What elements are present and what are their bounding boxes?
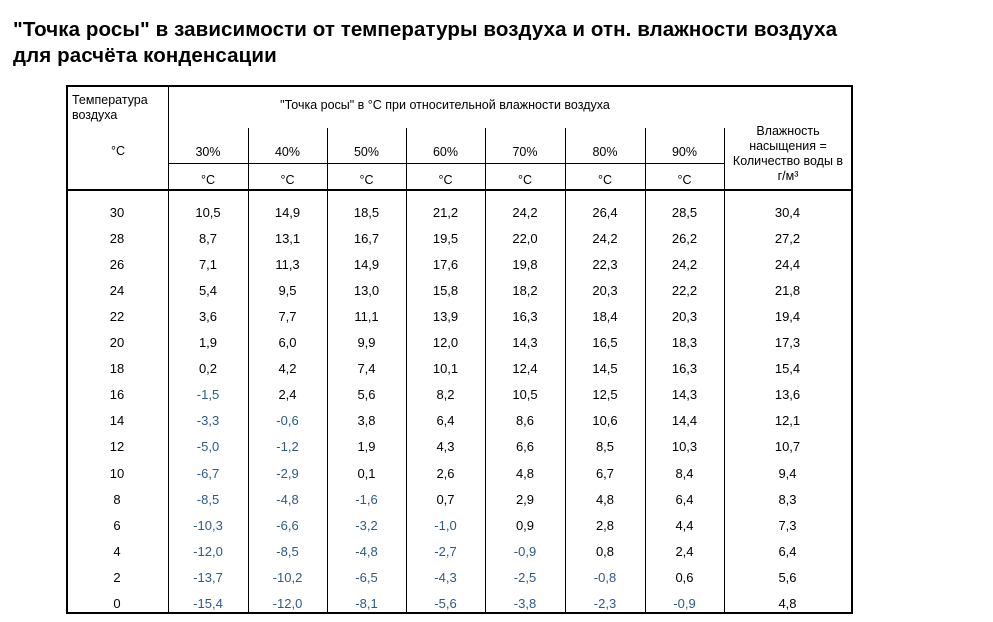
dew-point-value: 8,2 [436,387,455,402]
dew-point-value: 26,4 [592,205,618,220]
row-temp: 2 [113,570,121,585]
dew-point-value: 16,3 [671,361,698,376]
dew-point-value: 24,2 [512,205,538,220]
dew-point-value: 14,9 [274,205,301,220]
dew-point-value: 7,4 [357,361,376,376]
saturation-value: 8,3 [778,492,797,507]
dew-point-value: -8,1 [355,596,378,611]
dew-point-value: 0,7 [436,492,455,507]
temp-label: Температура воздуха [72,93,148,122]
dew-point-value: -3,3 [196,413,220,428]
dew-point-value: 21,2 [432,205,459,220]
dew-point-value: -12,0 [272,596,303,611]
dew-caption: "Точка росы" в °C при относительной влажности воздуха [280,98,610,112]
dew-point-value: 1,9 [198,335,218,350]
dew-point-value: 18,5 [353,205,380,220]
dew-point-value: 19,8 [512,257,538,272]
row-temp: 28 [109,231,125,246]
dew-point-value: -1,0 [434,518,457,533]
page-title [13,17,988,69]
humidity-level: 30% [195,145,221,159]
saturation-value: 9,4 [778,466,797,481]
dew-point-value: 6,7 [595,466,615,481]
dew-unit: °C [200,173,216,187]
header-separator [66,189,851,191]
dew-point-value: 10,5 [195,205,221,220]
row-temp: 24 [109,283,125,298]
title-line-2: для расчёта конденсации [13,44,277,67]
dew-point-value: -0,8 [593,570,617,585]
dew-point-value: -2,9 [276,466,299,481]
dew-point-value: 8,7 [198,231,218,246]
dew-point-value: -4,8 [276,492,299,507]
dew-point-value: -2,7 [434,544,457,559]
dew-point-value: -6,6 [276,518,299,533]
dew-point-value: 19,5 [432,231,459,246]
dew-point-value: 24,2 [592,231,618,246]
dew-point-value: 10,1 [432,361,459,376]
dew-point-value: -2,5 [513,570,537,585]
humidity-level: 80% [592,145,618,159]
dew-point-value: -5,6 [434,596,457,611]
saturation-value: 30,4 [774,205,801,220]
dew-point-value: 2,6 [436,466,455,481]
dew-point-value: -1,6 [355,492,378,507]
row-temp: 12 [109,439,125,454]
row-temp: 30 [109,205,125,220]
dew-point-value: -3,2 [355,518,378,533]
dew-point-value: 6,6 [515,439,535,454]
dew-unit: °C [677,173,692,187]
dew-point-value: 0,1 [357,466,376,481]
dew-point-value: -6,7 [196,466,220,481]
dew-point-value: 2,9 [515,492,535,507]
dew-point-value: 11,3 [275,257,300,272]
dew-point-value: -5,0 [196,439,220,454]
dew-point-value: 14,4 [671,413,698,428]
dew-point-value: 6,0 [278,335,297,350]
dew-point-value: 0,2 [198,361,218,376]
row-temp: 18 [109,361,125,376]
dew-point-value: 22,3 [592,257,618,272]
dew-point-value: 0,6 [675,570,694,585]
dew-point-value: 14,9 [353,257,380,272]
dew-point-value: 2,8 [595,518,615,533]
row-temp: 8 [113,492,121,507]
saturation-value: 24,4 [774,257,801,272]
saturation-label: Влажность насыщения = Количество воды в г/м³ [732,124,844,183]
row-temp: 20 [109,335,125,350]
dew-point-value: -10,2 [272,570,303,585]
saturation-value: 7,3 [778,518,797,533]
dew-point-value: -10,3 [193,518,223,533]
humidity-level: 70% [512,145,538,159]
dew-point-value: -3,8 [513,596,537,611]
dew-point-value: 2,4 [278,387,297,402]
row-temp: 22 [109,309,125,324]
saturation-value: 21,8 [774,283,801,298]
dew-point-value: 3,6 [198,309,218,324]
dew-point-value: -1,2 [276,439,299,454]
dew-point-value: 4,8 [595,492,615,507]
humidity-level: 40% [274,145,301,159]
humidity-level: 90% [671,145,698,159]
dew-point-value: 13,1 [274,231,301,246]
dew-point-value: 18,4 [592,309,618,324]
dew-point-value: 20,3 [671,309,698,324]
saturation-value: 4,8 [778,596,797,611]
dew-unit: °C [597,173,613,187]
saturation-value: 5,6 [778,570,797,585]
dew-point-value: 12,4 [512,361,538,376]
dew-point-value: 28,5 [671,205,698,220]
dew-point-value: -2,3 [593,596,617,611]
saturation-value: 27,2 [774,231,801,246]
title-line-1: "Точка росы" в зависимости от температуры воздуха и отн. влажности воздуха [13,18,838,41]
table-border-right [851,85,853,614]
dew-point-value: 4,3 [436,439,455,454]
dew-point-value: 14,3 [512,335,538,350]
dew-unit: °C [517,173,533,187]
dew-point-value: 7,1 [198,257,218,272]
dew-point-value: 22,0 [512,231,538,246]
dew-point-value: 4,8 [515,466,535,481]
humidity-level: 50% [353,145,380,159]
saturation-value: 12,1 [774,413,801,428]
saturation-value: 15,4 [774,361,801,376]
dew-point-value: 1,9 [357,439,376,454]
dew-point-value: 26,2 [671,231,698,246]
dew-point-value: 17,6 [432,257,459,272]
dew-point-value: -4,3 [434,570,457,585]
dew-point-value: 0,8 [595,544,615,559]
row-temp: 6 [113,518,121,533]
dew-point-value: -0,6 [276,413,299,428]
dew-point-value: 4,2 [278,361,297,376]
row-temp: 26 [109,257,125,272]
dew-point-value: 9,5 [278,283,297,298]
temp-unit: °C [110,144,126,158]
dew-point-value: -4,8 [355,544,378,559]
dew-point-value: 6,4 [675,492,694,507]
row-temp: 4 [113,544,121,559]
dew-unit: °C [438,173,453,187]
dew-point-value: -0,9 [513,544,537,559]
table-border-top [66,85,851,87]
dew-point-value: 5,6 [357,387,376,402]
dew-point-value: 13,0 [353,283,380,298]
dew-point-value: 12,5 [592,387,618,402]
dew-point-value: 6,4 [436,413,455,428]
row-temp: 10 [109,466,125,481]
dew-point-value: -8,5 [196,492,220,507]
dew-point-value: 13,9 [432,309,459,324]
dew-point-value: 18,3 [671,335,698,350]
dew-point-value: 16,5 [592,335,618,350]
dew-point-value: 10,5 [512,387,538,402]
dew-point-value: 11,1 [354,309,379,324]
dew-point-value: 16,3 [512,309,538,324]
dew-point-value: 12,0 [432,335,459,350]
table-border-bottom [66,612,851,614]
dew-point-value: 10,3 [671,439,698,454]
saturation-value: 19,4 [774,309,801,324]
dew-point-value: 18,2 [512,283,538,298]
dew-point-value: -0,9 [673,596,696,611]
dew-point-value: 10,6 [592,413,618,428]
row-temp: 0 [113,596,121,611]
dew-point-value: 9,9 [357,335,376,350]
dew-point-value: 24,2 [671,257,698,272]
saturation-value: 6,4 [778,544,797,559]
dew-unit: °C [359,173,374,187]
dew-point-value: 20,3 [592,283,618,298]
dew-point-value: 15,8 [432,283,459,298]
saturation-value: 13,6 [774,387,801,402]
dew-point-value: 14,3 [671,387,698,402]
dew-point-value: 22,2 [671,283,698,298]
dew-point-value: -1,5 [196,387,220,402]
saturation-value: 17,3 [774,335,801,350]
dew-point-value: -15,4 [193,596,223,611]
dew-point-value: 3,8 [357,413,376,428]
humidity-level: 60% [432,145,459,159]
dew-point-value: 8,6 [515,413,535,428]
row-temp: 14 [109,413,125,428]
dew-point-value: -12,0 [193,544,223,559]
dew-point-value: 2,4 [675,544,694,559]
unit-separator [168,163,724,164]
dew-point-value: -8,5 [276,544,299,559]
dew-point-value: -13,7 [193,570,223,585]
dew-point-value: 4,4 [675,518,694,533]
dew-point-value: 8,4 [675,466,694,481]
dew-point-value: -6,5 [355,570,378,585]
dew-unit: °C [280,173,295,187]
dew-point-value: 16,7 [353,231,380,246]
dew-point-value: 7,7 [278,309,297,324]
dew-point-value: 0,9 [515,518,535,533]
saturation-value: 10,7 [774,439,801,454]
dew-point-value: 14,5 [592,361,618,376]
row-temp: 16 [109,387,125,402]
dew-point-value: 8,5 [595,439,615,454]
dew-point-value: 5,4 [198,283,218,298]
